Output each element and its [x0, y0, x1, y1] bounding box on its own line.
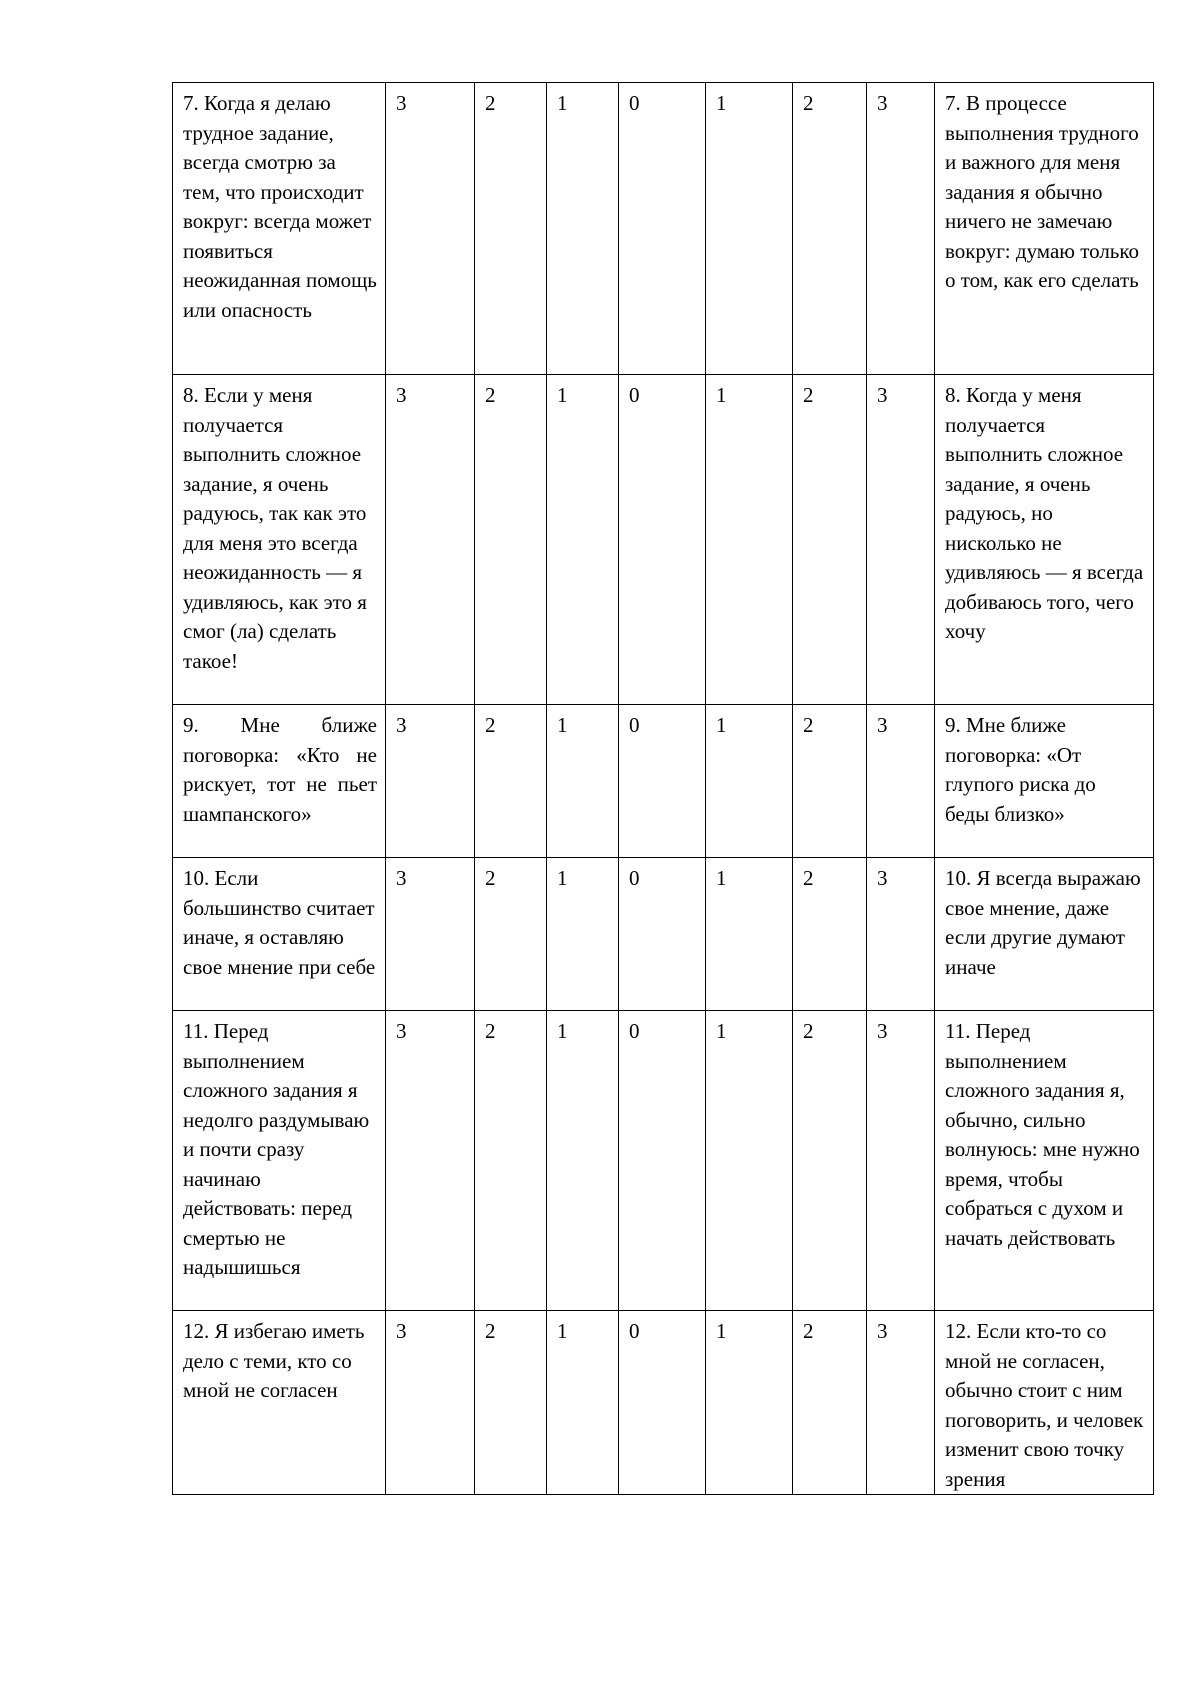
right-statement: 8. Когда у меня получается выполнить сложное задание, я очень радуюсь, но нисколько не удивляюсь — я всегда добиваюсь того, чего хочу: [935, 375, 1154, 705]
scale-value: 1: [706, 83, 793, 375]
right-statement: 9. Мне ближе поговорка: «От глупого риска до беды близко»: [935, 705, 1154, 858]
scale-value: 0: [619, 1011, 706, 1311]
scale-value: 2: [475, 1011, 547, 1311]
scale-value: 3: [386, 1011, 475, 1311]
scale-value: 2: [793, 375, 867, 705]
scale-value: 3: [386, 858, 475, 1011]
scale-value: 2: [475, 1311, 547, 1495]
scale-value: 3: [867, 83, 935, 375]
scale-value: 1: [706, 858, 793, 1011]
scale-value: 3: [386, 375, 475, 705]
table-row: [173, 375, 1154, 705]
scale-value: 1: [547, 83, 619, 375]
scale-value: 3: [867, 1311, 935, 1495]
scale-value: 0: [619, 83, 706, 375]
left-statement: 12. Я избегаю иметь дело с теми, кто со мной не согласен: [173, 1311, 386, 1495]
right-statement: 11. Перед выполнением сложного задания я, обычно, сильно волнуюсь: мне нужно время, чтобы собраться с духом и начать действовать: [935, 1011, 1154, 1311]
scale-value: 2: [475, 375, 547, 705]
table-row: [173, 1011, 1154, 1311]
scale-value: 2: [475, 705, 547, 858]
scale-value: 3: [867, 1011, 935, 1311]
scale-value: 1: [706, 375, 793, 705]
table-row: [173, 83, 1154, 375]
scale-value: 2: [793, 858, 867, 1011]
right-statement: 12. Если кто-то со мной не согласен, обычно стоит с ним поговорить, и человек изменит свою точку зрения: [935, 1311, 1154, 1495]
scale-value: 1: [706, 705, 793, 858]
scale-value: 0: [619, 705, 706, 858]
scale-value: 3: [386, 705, 475, 858]
left-statement: 7. Когда я делаю трудное задание, всегда смотрю за тем, что происходит вокруг: всегда может появиться неожиданная помощь или опасность: [173, 83, 386, 375]
scale-value: 3: [867, 375, 935, 705]
questionnaire-table: [172, 82, 1154, 1495]
table-row: [173, 858, 1154, 1011]
scale-value: 0: [619, 375, 706, 705]
scale-value: 3: [867, 705, 935, 858]
scale-value: 2: [793, 705, 867, 858]
table-row: [173, 1311, 1154, 1495]
scale-value: 1: [706, 1311, 793, 1495]
scale-value: 1: [547, 1011, 619, 1311]
scale-value: 1: [547, 375, 619, 705]
scale-value: 3: [386, 83, 475, 375]
left-statement: 9. Мне ближе поговорка: «Кто не рискует, тот не пьет шампанского»: [173, 705, 386, 858]
scale-value: 2: [475, 83, 547, 375]
scale-value: 1: [547, 705, 619, 858]
scale-value: 3: [386, 1311, 475, 1495]
left-statement: 11. Перед выполнением сложного задания я недолго раздумываю и почти сразу начинаю действовать: перед смертью не надышишься: [173, 1011, 386, 1311]
scale-value: 2: [475, 858, 547, 1011]
right-statement: 10. Я всегда выражаю свое мнение, даже если другие думают иначе: [935, 858, 1154, 1011]
right-statement: 7. В процессе выполнения трудного и важного для меня задания я обычно ничего не замечаю вокруг: думаю только о том, как его сделать: [935, 83, 1154, 375]
scale-value: 1: [706, 1011, 793, 1311]
scale-value: 3: [867, 858, 935, 1011]
scale-value: 2: [793, 83, 867, 375]
scale-value: 2: [793, 1011, 867, 1311]
scale-value: 1: [547, 858, 619, 1011]
table-row: [173, 705, 1154, 858]
scale-value: 0: [619, 1311, 706, 1495]
left-statement: 8. Если у меня получается выполнить сложное задание, я очень радуюсь, так как это для меня это всегда неожиданность — я удивляюсь, как это я смог (ла) сделать такое!: [173, 375, 386, 705]
scale-value: 1: [547, 1311, 619, 1495]
scale-value: 0: [619, 858, 706, 1011]
scale-value: 2: [793, 1311, 867, 1495]
left-statement: 10. Если большинство считает иначе, я оставляю свое мнение при себе: [173, 858, 386, 1011]
